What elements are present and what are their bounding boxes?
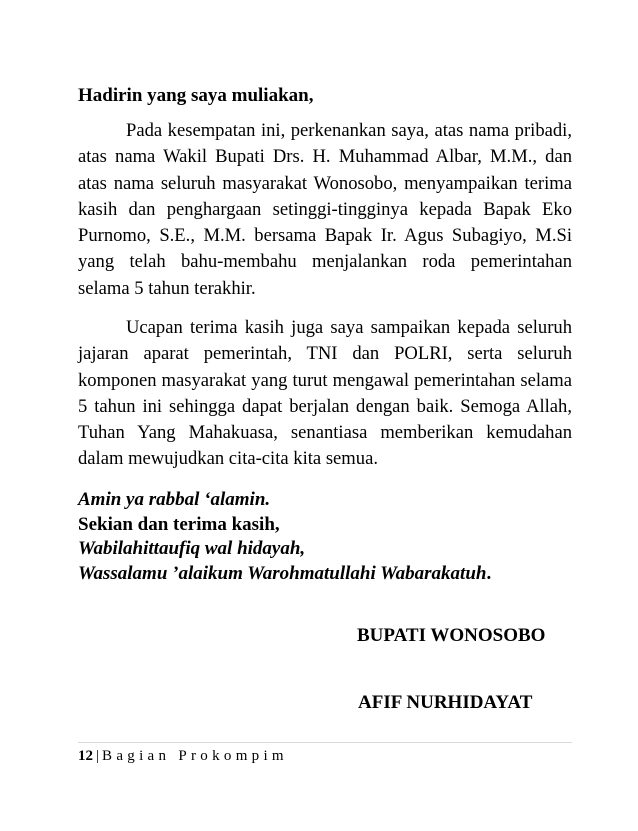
footer-section-name: Bagian Prokompim	[102, 748, 288, 764]
signature-title: BUPATI WONOSOBO	[357, 625, 546, 646]
signature-name: AFIF NURHIDAYAT	[358, 692, 533, 713]
closing-wassalamu-line	[78, 562, 572, 587]
closing-amin: Amin ya rabbal ‘alamin.	[78, 489, 271, 510]
closing-wassalamu-period: .	[486, 562, 492, 584]
footer-separator: |	[96, 748, 100, 764]
closing-thanks: Sekian dan terima kasih,	[78, 513, 280, 535]
page-footer	[78, 748, 288, 765]
footer-divider	[78, 742, 572, 743]
closing-wassalamu: Wassalamu ’alaikum Warohmatullahi Wabarakatuh	[78, 562, 487, 584]
salutation-heading: Hadirin yang saya muliakan,	[78, 85, 314, 106]
page-number: 12	[78, 748, 93, 764]
closing-block	[78, 488, 572, 586]
paragraph-thanks-apparatus: Ucapan terima kasih juga saya sampaikan kepada seluruh jajaran aparat pemerintah, TNI dan POLRI, serta seluruh komponen masyarakat yang turut mengawal pemerintahan selama 5 tahun ini sehingga dapat berjalan dengan baik. Semoga Allah, Tuhan Yang Mahakuasa, senantiasa memberikan kemudahan dalam mewujudkan cita-cita kita semua.	[78, 317, 572, 470]
paragraph-thanks-leaders: Pada kesempatan ini, perkenankan saya, atas nama pribadi, atas nama Wakil Bupati Drs. H. Muhammad Albar, M.M., dan atas nama seluruh masyarakat Wonosobo, menyampaikan terima kasih dan penghargaan setinggi-tingginya kepada Bapak Eko Purnomo, S.E., M.M. bersama Bapak Ir. Agus Subagiyo, M.Si yang telah bahu-membahu menjalankan roda pemerintahan selama 5 tahun terakhir.	[78, 120, 572, 299]
closing-wabilahi: Wabilahittaufiq wal hidayah,	[78, 538, 306, 559]
